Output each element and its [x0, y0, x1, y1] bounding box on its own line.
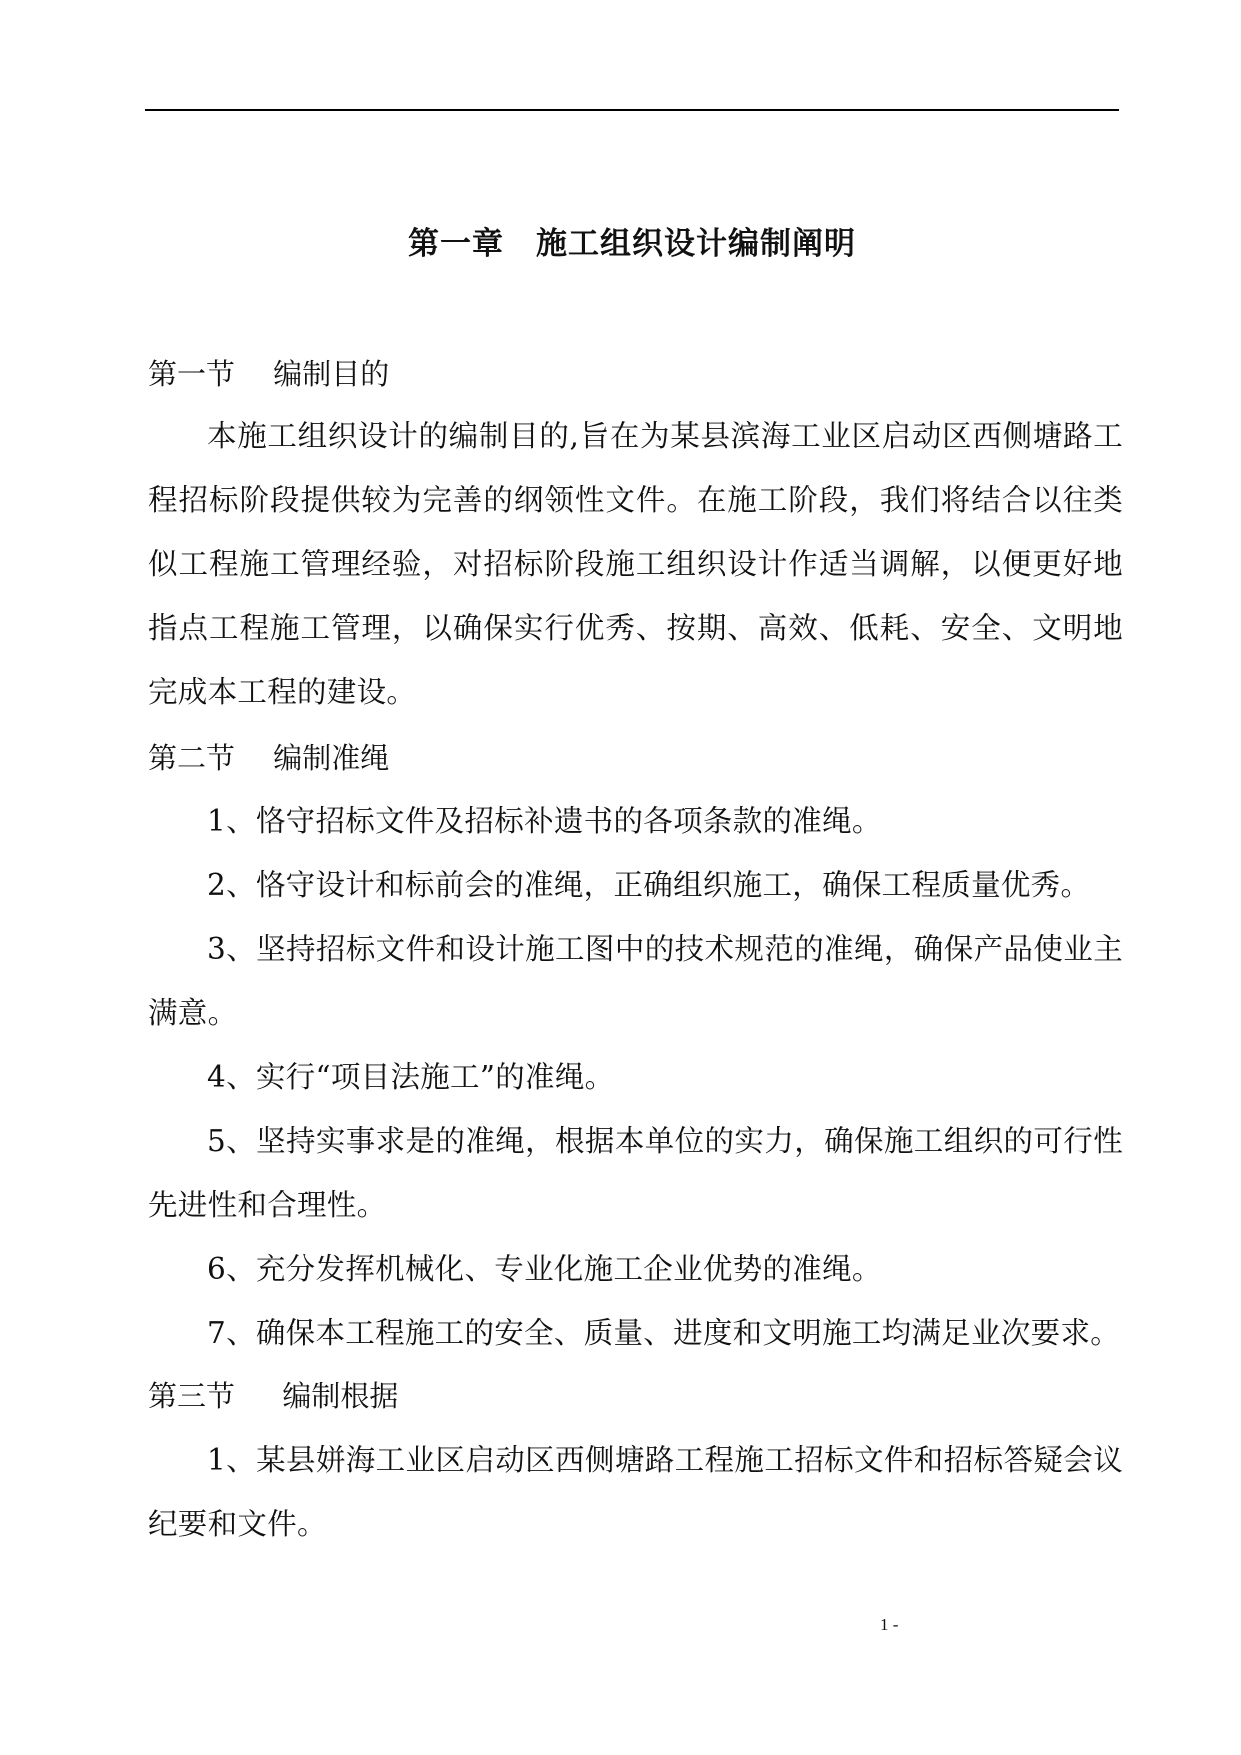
header-rule: [145, 109, 1119, 111]
principle-item-3: 3、坚持招标文件和设计施工图中的技术规范的准绳，确保产品使业主满意。: [148, 932, 1123, 1030]
section-heading-2: 第二节 编制准绳: [148, 741, 390, 775]
principle-item-1: 1、恪守招标文件及招标补遗书的各项条款的准绳。: [207, 804, 882, 838]
section-heading-3: 第三节 编制根据: [148, 1379, 399, 1413]
paragraph-purpose: 本施工组织设计的编制目的,旨在为某县滨海工业区启动区西侧塘路工程招标阶段提供较为完善的纲领性文件。在施工阶段，我们将结合以往类似工程施工管理经验，对招标阶段施工组织设计作适当调解，以便更好地指点工程施工管理，以确保实行优秀、按期、高效、低耗、安全、文明地完成本工程的建设。: [148, 419, 1123, 709]
principle-item-7: 7、确保本工程施工的安全、质量、进度和文明施工均满足业次要求。: [207, 1316, 1121, 1350]
principle-item-6: 6、充分发挥机械化、专业化施工企业优势的准绳。: [207, 1252, 882, 1286]
page-number: 1 -: [880, 1615, 899, 1634]
basis-item-1: 1、某县姘海工业区启动区西侧塘路工程施工招标文件和招标答疑会议纪要和文件。: [148, 1443, 1123, 1541]
section-heading-1: 第一节 编制目的: [148, 357, 390, 391]
principle-item-4: 4、实行“项目法施工”的准绳。: [207, 1060, 615, 1094]
principle-item-5: 5、坚持实事求是的准绳，根据本单位的实力，确保施工组织的可行性先进性和合理性。: [148, 1124, 1123, 1222]
chapter-title: 第一章 施工组织设计编制阐明: [408, 226, 856, 262]
principle-item-2: 2、恪守设计和标前会的准绳，正确组织施工，确保工程质量优秀。: [207, 868, 1091, 902]
